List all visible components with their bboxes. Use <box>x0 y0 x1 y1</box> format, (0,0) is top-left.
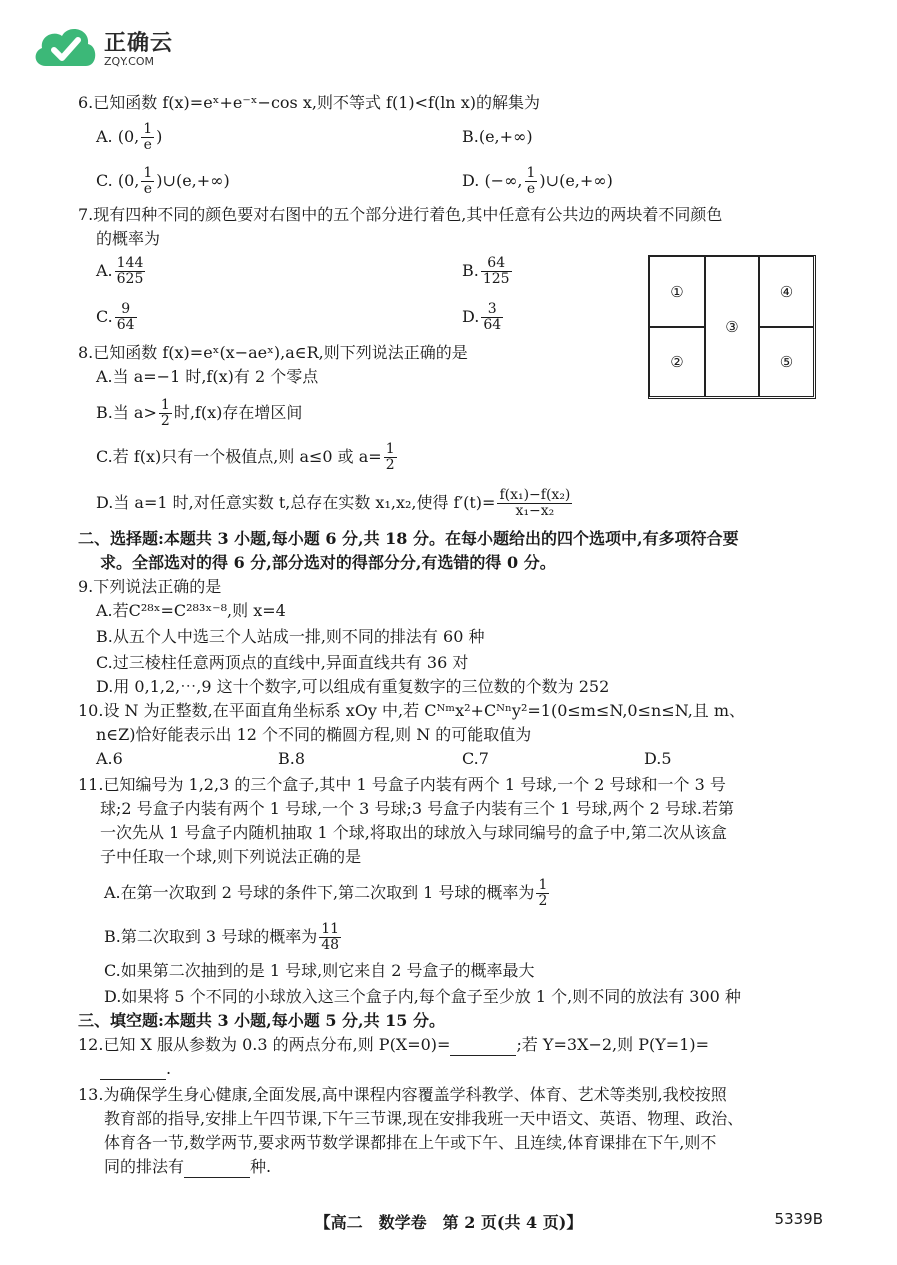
q13-line1: 13.为确保学生身心健康,全面发展,高中课程内容覆盖学科教学、体育、艺术等类别,我校按照 <box>78 1085 727 1104</box>
q8-option-b: B.当 a> $\frac{1}{2}$ 时,f(x)存在增区间 <box>96 397 303 429</box>
q10-stem-line2: n∈Z)恰好能表示出 12 个不同的椭圆方程,则 N 的可能取值为 <box>96 725 532 744</box>
q6-option-a <box>96 122 162 153</box>
answer-blank[interactable] <box>184 1161 250 1178</box>
fraction: $\frac{3}{64}$ <box>483 301 502 333</box>
q10-stem-line1: 10.设 N 为正整数,在平面直角坐标系 xOy 中,若 Cᴺᵐx²+Cᴺⁿy²=1(0≤m≤N,0≤n≤N,且 m、 <box>78 701 746 720</box>
answer-blank[interactable] <box>100 1063 166 1080</box>
q13-line3: 体育各一节,数学两节,要求两节数学课都排在上午或下午、且连续,体育课排在下午,则不 <box>104 1133 717 1152</box>
page-footer: 【高二 数学卷 第 2 页(共 4 页)】 <box>314 1213 583 1232</box>
q7-option-d: D. $\frac{3}{64}$ <box>462 301 502 333</box>
q9-stem: 9.下列说法正确的是 <box>78 577 222 596</box>
q8-stem: 8.已知函数 f(x)=eˣ(x−aeˣ),a∈R,则下列说法正确的是 <box>78 343 468 362</box>
cloud-check-icon <box>30 22 100 70</box>
section2-heading-line1: 二、选择题:本题共 3 小题,每小题 6 分,共 18 分。在每小题给出的四个选项中,有多项符合要 <box>78 529 739 548</box>
option-label: D. <box>462 171 480 190</box>
option-text: (−∞, <box>484 171 523 190</box>
fraction: $\frac{64}{125}$ <box>482 255 510 287</box>
fraction: $\frac{11}{48}$ <box>321 921 340 953</box>
q11-stem-line2: 球;2 号盒子内装有两个 1 号球,一个 3 号球;3 号盒子内装有三个 1 号球,两个 2 号球.若第 <box>100 799 734 818</box>
q9-option-b: B.从五个人中选三个人站成一排,则不同的排法有 60 种 <box>96 627 485 646</box>
fraction: $\frac{1}{e}$ <box>143 165 153 197</box>
q9-option-a: A.若C²⁸ˣ=C²⁸³ˣ⁻⁸,则 x=4 <box>96 601 286 620</box>
option-label: C. <box>96 171 113 190</box>
q6-stem: 6.已知函数 f(x)=eˣ+e⁻ˣ−cos x,则不等式 f(1)<f(ln x)的解集为 <box>78 93 540 112</box>
q11-option-a: A.在第一次取到 2 号球的条件下,第二次取到 1 号球的概率为 $\frac{1}{2}$ <box>104 877 548 909</box>
option-text: (0, <box>117 127 140 146</box>
logo-text <box>104 26 173 68</box>
q9-option-d: D.用 0,1,2,⋯,9 这十个数字,可以组成有重复数字的三位数的个数为 252 <box>96 677 610 696</box>
coloring-diagram <box>648 255 816 399</box>
region-3: ③ <box>705 256 759 397</box>
q12-line2: . <box>100 1058 171 1080</box>
option-label: A. <box>96 127 113 146</box>
q8-option-c: C.若 f(x)只有一个极值点,则 a≤0 或 a= $\frac{1}{2}$ <box>96 441 395 473</box>
option-text: )∪(e,+∞) <box>539 171 613 190</box>
section2-heading-line2: 求。全部选对的得 6 分,部分选对的得部分分,有选错的得 0 分。 <box>100 553 556 572</box>
q7-option-c: C. $\frac{9}{64}$ <box>96 301 135 333</box>
q7-option-b: B. $\frac{64}{125}$ <box>462 255 510 287</box>
q11-stem-line1: 11.已知编号为 1,2,3 的三个盒子,其中 1 号盒子内装有两个 1 号球,一个 2 号球和一个 3 号 <box>78 775 726 794</box>
q7-stem-line2: 的概率为 <box>96 229 161 248</box>
q13-line2: 教育部的指导,安排上午四节课,下午三节课,现在安排我班一天中语文、英语、物理、政治、 <box>104 1109 744 1128</box>
region-1: ① <box>649 256 705 327</box>
q11-option-c: C.如果第二次抽到的是 1 号球,则它来自 2 号盒子的概率最大 <box>104 961 535 980</box>
q8-option-d: D.当 a=1 时,对任意实数 t,总存在实数 x₁,x₂,使得 f′(t)= $\frac{\text{f(x₁)−f(x₂)}}{\text{x₁−x₂}}$ <box>96 487 571 519</box>
q8-option-a: A.当 a=−1 时,f(x)有 2 个零点 <box>96 367 319 386</box>
q7-stem-line1: 7.现有四种不同的颜色要对右图中的五个部分进行着色,其中任意有公共边的两块着不同颜色 <box>78 205 723 224</box>
q11-stem-line3: 一次先从 1 号盒子内随机抽取 1 个球,将取出的球放入与球同编号的盒子中,第二次从该盒 <box>100 823 727 842</box>
q10-option-a: A.6 <box>96 749 123 768</box>
fraction: $\frac{144}{625}$ <box>116 255 144 287</box>
q13-line4: 同的排法有 种. <box>104 1157 272 1176</box>
q6-option-c <box>96 166 230 197</box>
fraction: $\frac{1}{2}$ <box>538 877 548 909</box>
fraction: $\frac{1}{e}$ <box>143 121 153 153</box>
q10-option-d: D.5 <box>644 749 672 768</box>
option-text: )∪(e,+∞) <box>156 171 230 190</box>
logo-url: ZQY.COM <box>104 55 155 68</box>
q11-option-d: D.如果将 5 个不同的小球放入这三个盒子内,每个盒子至少放 1 个,则不同的放法有 300 种 <box>104 987 741 1006</box>
fraction: $\frac{1}{2}$ <box>160 397 170 429</box>
region-5: ⑤ <box>759 327 814 397</box>
q11-option-b: B.第二次取到 3 号球的概率为 $\frac{11}{48}$ <box>104 921 340 953</box>
q7-option-a: A. $\frac{144}{625}$ <box>96 255 144 287</box>
q6-option-d <box>462 166 613 197</box>
q10-option-c: C.7 <box>462 749 489 768</box>
option-text: ) <box>156 127 163 146</box>
q12-line1: 12.已知 X 服从参数为 0.3 的两点分布,则 P(X=0)= ;若 Y=3X−2,则 P(Y=1)= <box>78 1035 710 1054</box>
answer-blank[interactable] <box>450 1039 516 1056</box>
fraction: $\frac{1}{2}$ <box>385 441 395 473</box>
option-text: (0, <box>117 171 140 190</box>
q10-option-b: B.8 <box>278 749 306 768</box>
fraction: $\frac{1}{e}$ <box>526 165 536 197</box>
logo-name: 正确云 <box>104 31 174 56</box>
section3-heading: 三、填空题:本题共 3 小题,每小题 5 分,共 15 分。 <box>78 1011 446 1030</box>
region-4: ④ <box>759 256 814 327</box>
q6-option-b: B.(e,+∞) <box>462 127 533 146</box>
q11-stem-line4: 子中任取一个球,则下列说法正确的是 <box>100 847 362 866</box>
fraction: $\frac{\text{f(x₁)−f(x₂)}}{\text{x₁−x₂}}$ <box>499 487 571 519</box>
paper-code: 5339B <box>774 1210 823 1228</box>
region-2: ② <box>649 327 705 397</box>
fraction: $\frac{9}{64}$ <box>116 301 135 333</box>
q9-option-c: C.过三棱柱任意两顶点的直线中,异面直线共有 36 对 <box>96 653 469 672</box>
